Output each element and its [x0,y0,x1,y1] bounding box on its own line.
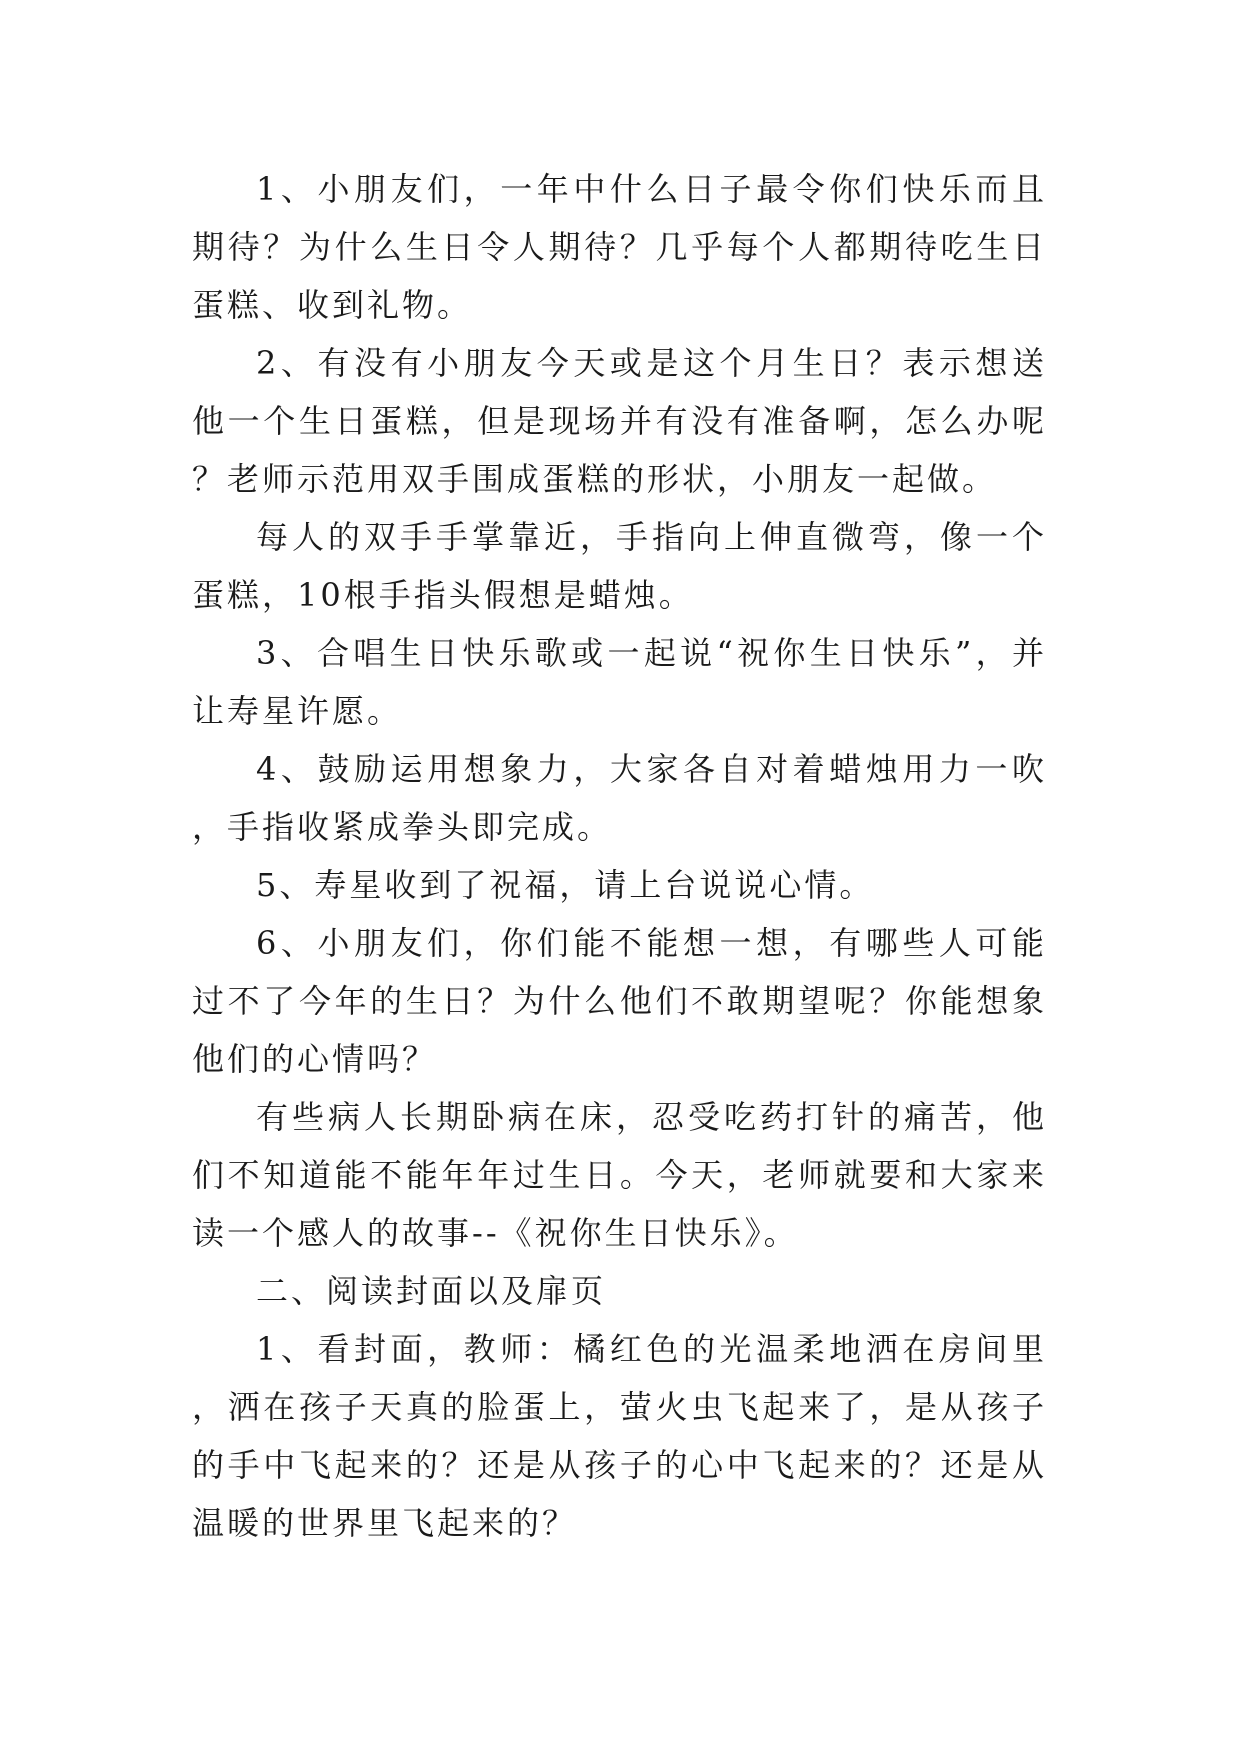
paragraph: 5、寿星收到了祝福，请上台说说心情。 [256,866,875,904]
paragraph: 1、小朋友们，一年中什么日子最令你们快乐而且期待？为什么生日令人期待？几乎每个人都期待吃生日蛋糕、收到礼物。 [192,170,1047,324]
paragraph: 1、看封面，教师：橘红色的光温柔地洒在房间里，洒在孩子天真的脸蛋上，萤火虫飞起来了，是从孩子的手中飞起来的？还是从孩子的心中飞起来的？还是从温暖的世界里飞起来的？ [192,1330,1047,1542]
section-heading: 二、阅读封面以及扉页 [256,1272,607,1310]
paragraph: 2、有没有小朋友今天或是这个月生日？表示想送他一个生日蛋糕，但是现场并有没有准备啊，怎么办呢？老师示范用双手围成蛋糕的形状，小朋友一起做。 [192,344,1047,498]
paragraph: 3、合唱生日快乐歌或一起说“祝你生日快乐”，并让寿星许愿。 [192,634,1047,730]
document-body [192,160,1047,1552]
paragraph: 4、鼓励运用想象力，大家各自对着蜡烛用力一吹，手指收紧成拳头即完成。 [192,750,1047,846]
paragraph: 有些病人长期卧病在床，忍受吃药打针的痛苦，他们不知道能不能年年过生日。今天，老师就要和大家来读一个感人的故事--《祝你生日快乐》。 [192,1098,1047,1252]
paragraph: 6、小朋友们，你们能不能想一想，有哪些人可能过不了今年的生日？为什么他们不敢期望呢？你能想象他们的心情吗？ [192,924,1047,1078]
paragraph: 每人的双手手掌靠近，手指向上伸直微弯，像一个蛋糕，10根手指头假想是蜡烛。 [192,518,1047,614]
